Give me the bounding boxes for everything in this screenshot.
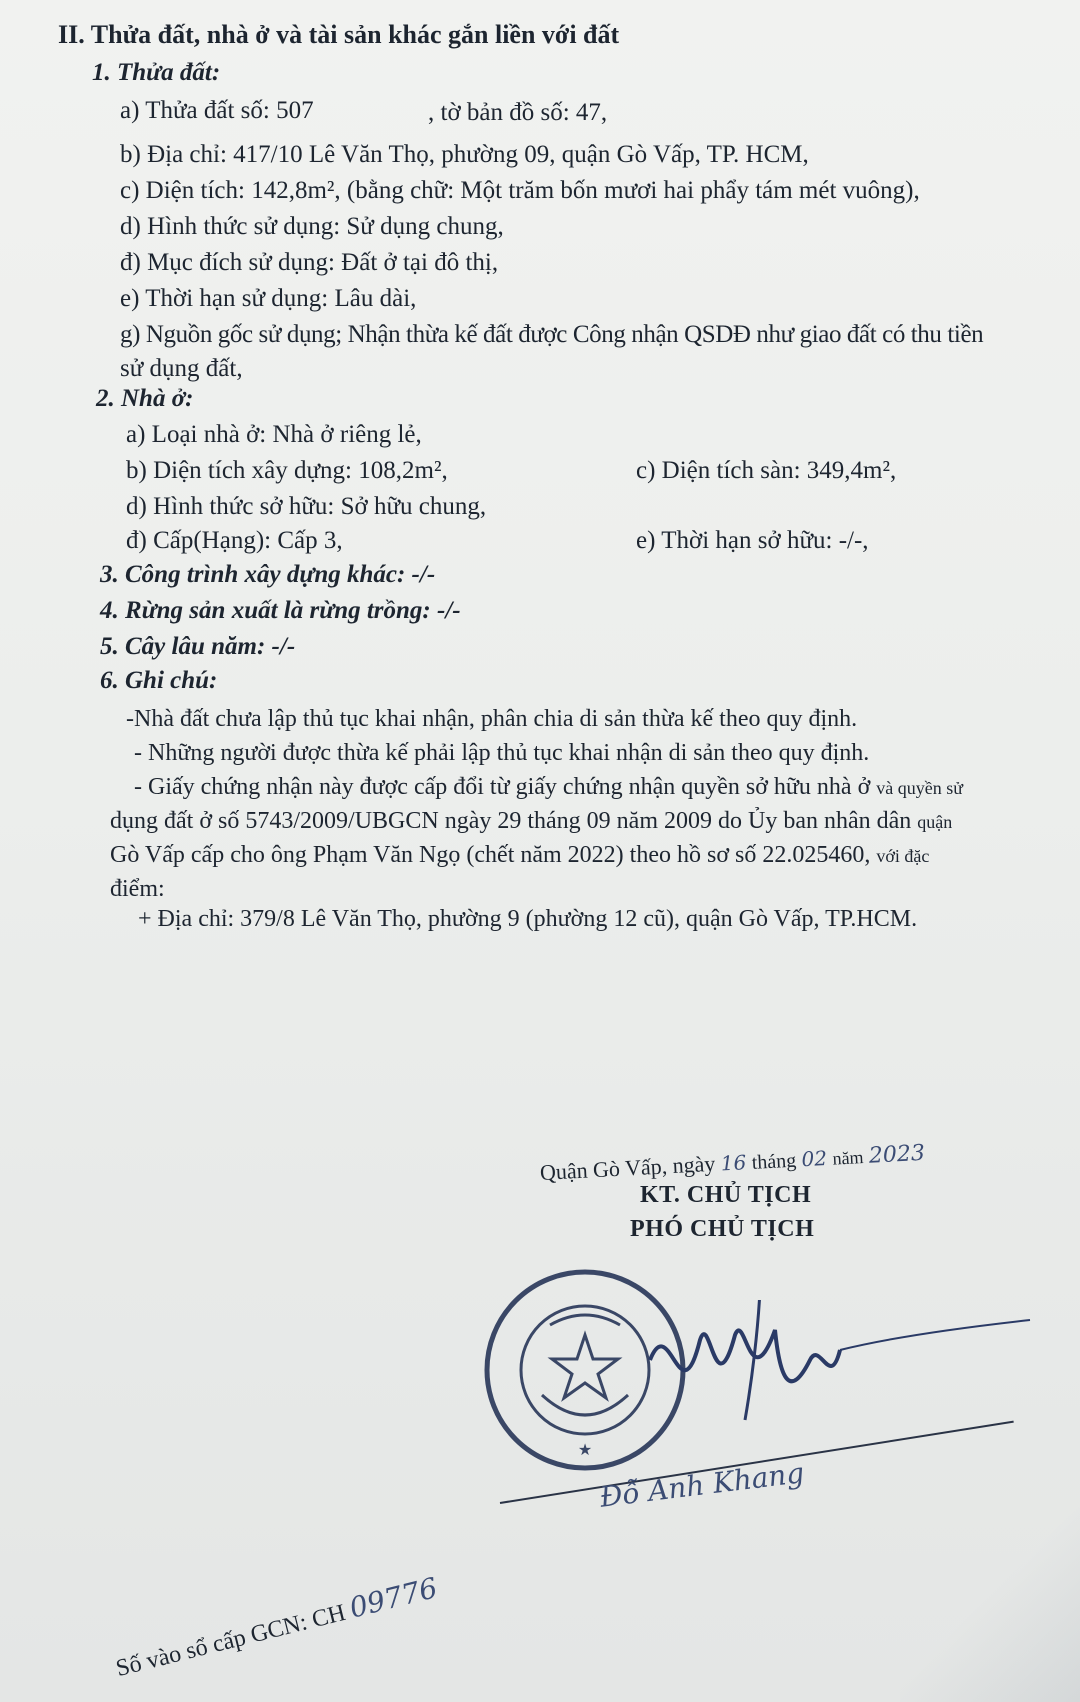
signer-name: Đỗ Anh Khang	[597, 1456, 806, 1514]
house-type: a) Loại nhà ở: Nhà ở riêng lẻ,	[126, 421, 422, 448]
note-line-6: điểm:	[110, 876, 165, 902]
land-use-purpose: đ) Mục đích sử dụng: Đất ở tại đô thị,	[120, 249, 499, 276]
house-heading: 2. Nhà ở:	[96, 385, 194, 412]
house-grade: đ) Cấp(Hạng): Cấp 3,	[126, 527, 343, 554]
issue-place-prefix: Quận Gò Vấp, ngày	[539, 1150, 716, 1185]
note-line-5-main: Gò Vấp cấp cho ông Phạm Văn Ngọ (chết năm 2022) theo hồ sơ số 22.025460,	[110, 842, 871, 868]
handwritten-signature	[640, 1300, 1040, 1480]
note-line-3-tail: và quyền sử	[876, 778, 964, 798]
land-origin-line1: g) Nguồn gốc sử dụng; Nhận thừa kế đất được Công nhận QSDĐ như giao đất có thu tiền	[120, 321, 984, 348]
note-line-5	[110, 840, 929, 871]
house-ownership-term: e) Thời hạn sở hữu: -/-,	[636, 527, 869, 554]
planted-forest: 4. Rừng sản xuất là rừng trồng: -/-	[100, 597, 461, 624]
land-address: b) Địa chỉ: 417/10 Lê Văn Thọ, phường 09, quận Gò Vấp, TP. HCM,	[120, 141, 809, 168]
parcel-number: a) Thửa đất số: 507	[120, 97, 314, 124]
land-area: c) Diện tích: 142,8m², (bằng chữ: Một trăm bốn mươi hai phẩy tám mét vuông),	[120, 177, 920, 204]
section-title: II. Thửa đất, nhà ở và tài sản khác gắn liền với đất	[58, 20, 620, 49]
land-origin-line2: sử dụng đất,	[120, 355, 243, 382]
note-line-4	[110, 806, 952, 837]
perennial-trees: 5. Cây lâu năm: -/-	[100, 633, 296, 660]
registration-label: Số vào sổ cấp GCN: CH	[113, 1599, 349, 1683]
note-line-3-main: - Giấy chứng nhận này được cấp đổi từ giấy chứng nhận quyền sở hữu nhà ở	[134, 774, 871, 800]
notes-heading: 6. Ghi chú:	[100, 667, 218, 694]
issue-month: 02	[800, 1145, 828, 1172]
note-line-7: + Địa chỉ: 379/8 Lê Văn Thọ, phường 9 (phường 12 cũ), quận Gò Vấp, TP.HCM.	[138, 906, 918, 932]
svg-text:★: ★	[577, 1440, 593, 1459]
house-build-area: b) Diện tích xây dựng: 108,2m²,	[126, 457, 448, 484]
house-floor-area: c) Diện tích sàn: 349,4m²,	[636, 457, 897, 484]
note-line-5-tail: với đặc	[876, 846, 930, 866]
year-label: năm	[832, 1147, 865, 1169]
land-use-form: d) Hình thức sử dụng: Sử dụng chung,	[120, 213, 504, 240]
house-ownership-form: d) Hình thức sở hữu: Sở hữu chung,	[126, 493, 487, 520]
registration-number: 09776	[346, 1571, 441, 1625]
signer-title-1: KT. CHỦ TỊCH	[640, 1182, 812, 1208]
note-line-3	[134, 772, 963, 803]
month-label: tháng	[751, 1149, 797, 1174]
map-sheet-number: , tờ bản đồ số: 47,	[428, 99, 608, 126]
signer-title-2: PHÓ CHỦ TỊCH	[630, 1216, 815, 1242]
issue-day: 16	[720, 1150, 747, 1176]
issue-year: 2023	[868, 1140, 926, 1169]
land-heading: 1. Thửa đất:	[92, 59, 221, 86]
other-construction: 3. Công trình xây dựng khác: -/-	[100, 561, 436, 588]
note-line-4-main: dụng đất ở số 5743/2009/UBGCN ngày 29 tháng 09 năm 2009 do Ủy ban nhân dân	[110, 808, 912, 834]
note-line-2: - Những người được thừa kế phải lập thủ tục khai nhận di sản theo quy định.	[134, 740, 870, 766]
note-line-1: -Nhà đất chưa lập thủ tục khai nhận, phân chia di sản thừa kế theo quy định.	[126, 706, 858, 732]
land-use-term: e) Thời hạn sử dụng: Lâu dài,	[120, 285, 417, 312]
note-line-4-tail: quận	[917, 812, 953, 832]
registration-number-line	[112, 1571, 441, 1683]
